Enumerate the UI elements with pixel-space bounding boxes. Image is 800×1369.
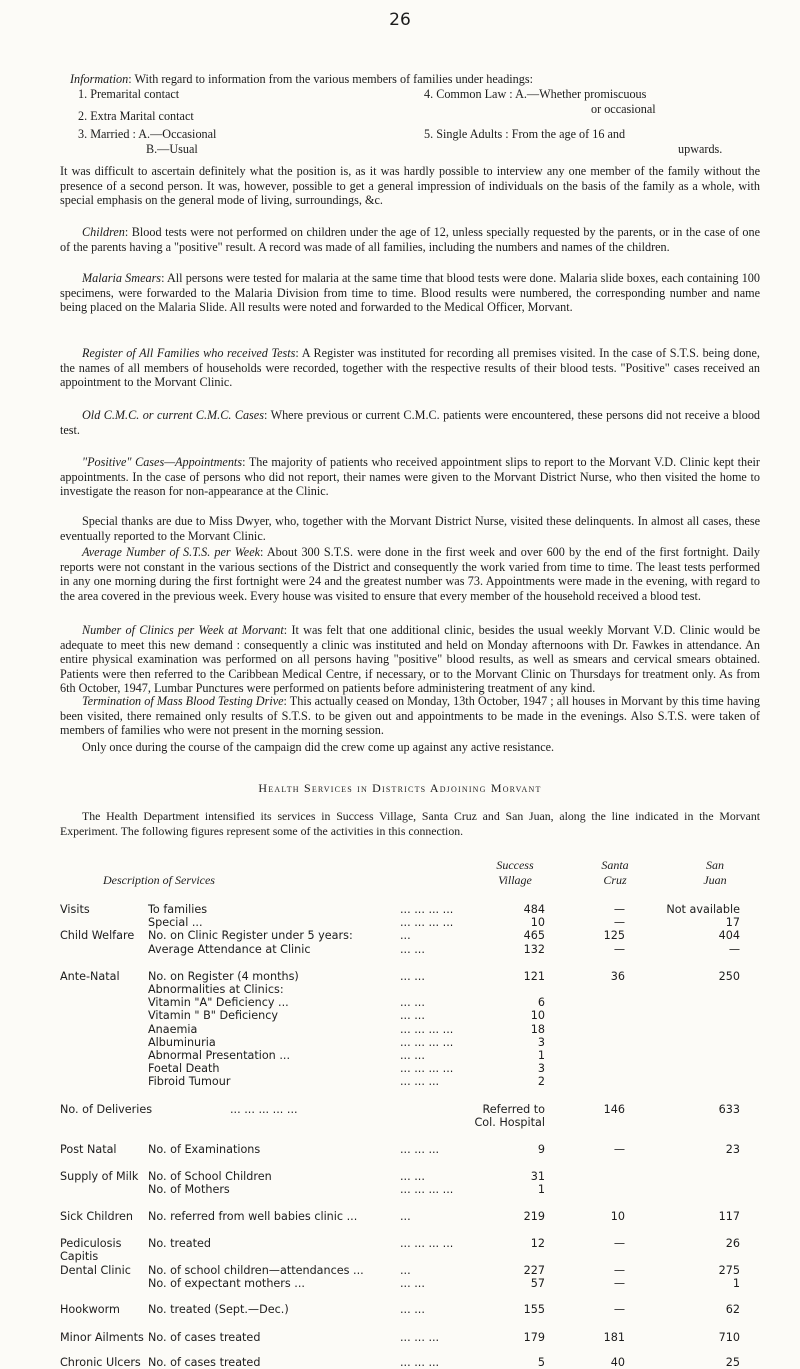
row-item-label: No. of school children—attendances ... — [148, 1264, 364, 1277]
old-cmc-label: Old C.M.C. or current C.M.C. Cases — [82, 408, 264, 422]
cell-success-village: Col. Hospital — [474, 1116, 545, 1129]
row-item-label: Abnormal Presentation ... — [148, 1049, 290, 1062]
cell-san-juan: 404 — [718, 929, 740, 942]
info-item-right: 5. Single Adults : From the age of 16 and — [424, 127, 626, 141]
cell-santa-cruz: — — [613, 1143, 625, 1156]
header-success-1: Success — [496, 858, 534, 872]
row-group-label: Ante-Natal — [60, 970, 120, 983]
paragraph-clinics — [60, 623, 760, 696]
row-item-label: No. of Mothers — [148, 1183, 230, 1196]
paragraph-resistance: Only once during the course of the campaign did the crew come up against any active resistance. — [82, 740, 555, 754]
cell-success-village: 132 — [523, 943, 545, 956]
info-item-left: B.—Usual — [146, 142, 198, 156]
information-label: Information — [70, 72, 129, 86]
cell-success-village: 10 — [530, 1009, 545, 1022]
leader-dots: ... ... — [400, 996, 425, 1009]
cell-success-village: 1 — [537, 1183, 545, 1196]
leader-dots: ... ... ... ... — [400, 1062, 454, 1075]
row-item-label: No. treated — [148, 1237, 211, 1250]
clinics-label: Number of Clinics per Week at Morvant — [82, 623, 284, 637]
cell-success-village: 484 — [523, 903, 545, 916]
leader-dots: ... — [400, 929, 411, 942]
row-group-label: Dental Clinic — [60, 1264, 131, 1277]
positive-text: : The majority of patients who received appointment slips to report to the Morvant V.D. Clinic kept their appointments. In the case of persons who did not report, their names were given to the Morvant District Nurse, who then visited the home to investigate the reason for non-appearance at the Clinic. — [60, 455, 760, 499]
leader-dots: ... — [400, 1264, 411, 1277]
children-text: : Blood tests were not performed on children under the age of 12, unless specially requested by the parents, or in the case of one of the parents having a "positive" result. A record was made of all families, including the numbers and names of the children. — [60, 225, 760, 254]
malaria-text: : All persons were tested for malaria at the same time that blood tests were done. Malaria slide boxes, each containing 100 specimens, were forwarded to the Malaria Division from time to time. Blood results were numbered, the corresponding number and name being placed on the Malaria Slide. All results were noted and forwarded to the Medical Officer, Morvant. — [60, 271, 760, 315]
leader-dots: ... ... ... — [400, 1143, 440, 1156]
header-san-2: Juan — [703, 873, 727, 887]
cell-santa-cruz: — — [613, 916, 625, 929]
info-item-left: 1. Premarital contact — [78, 87, 180, 101]
info-item-right: or occasional — [591, 102, 656, 116]
register-text: : A Register was instituted for recording all premises visited. In the case of S.T.S. being done, the names of all members of households were recorded, together with the respective results of their blood tests. "Positive" cases received an appointment to the Morvant Clinic. — [60, 346, 760, 390]
leader-dots: ... ... — [400, 1303, 425, 1316]
clinics-text: : It was felt that one additional clinic, besides the usual weekly Morvant V.D. Clinic would be adequate to meet this new demand : consequently a clinic was instituted and held on Monday afternoons with Dr. Fawkes in attendance. An entire physical examination was performed on all persons having "positive" blood results, as well as smears and cervical smears obtained. Patients were then referred to the Caribbean Medical Centre, if necessary, or to the Morvant Clinic on Thursdays for treatment only. As from 6th October, 1947, Lumbar Punctures were performed on patients before administering treatment of any kind. — [60, 623, 760, 696]
cell-san-juan: 633 — [718, 1103, 740, 1116]
paragraph-average — [60, 545, 760, 603]
cell-santa-cruz: — — [613, 943, 625, 956]
row-group-label: Supply of Milk — [60, 1170, 139, 1183]
cell-success-village: 10 — [530, 916, 545, 929]
positive-label: "Positive" Cases—Appointments — [82, 455, 243, 469]
row-group-label: Post Natal — [60, 1143, 117, 1156]
leader-dots: ... ... — [400, 1009, 425, 1022]
average-text: : About 300 S.T.S. were done in the first week and over 600 by the end of the first fortnight. Daily reports were not constant in the various sections of the District and consequently the work varied from time to time. The least tests performed in any one morning during the first fortnight were 24 and the greatest number was 73. Appointments were made in the evening, with regard to the area covered in the previous week. Every house was visited to ensure that every member of the household received a blood test. — [60, 545, 760, 603]
header-success-2: Village — [498, 873, 532, 887]
leader-dots: ... ... ... ... — [400, 916, 454, 929]
row-item-label: No. of expectant mothers ... — [148, 1277, 305, 1290]
cell-san-juan: 275 — [718, 1264, 740, 1277]
leader-dots: ... ... ... ... — [400, 903, 454, 916]
row-group-label: Sick Children — [60, 1210, 133, 1223]
row-item-label: No. on Clinic Register under 5 years: — [148, 929, 353, 942]
cell-santa-cruz: — — [613, 1277, 625, 1290]
cell-san-juan: 117 — [718, 1210, 740, 1223]
row-item-label: Vitamin "A" Deficiency ... — [148, 996, 289, 1009]
cell-san-juan: 25 — [725, 1356, 740, 1369]
row-item-label: Abnormalities at Clinics: — [148, 983, 284, 996]
leader-dots: ... ... — [400, 1170, 425, 1183]
cell-santa-cruz: 146 — [603, 1103, 625, 1116]
cell-santa-cruz: — — [613, 1264, 625, 1277]
termination-text: : This actually ceased on Monday, 13th October, 1947 ; all houses in Morvant by this time having been visited, there remained only results of S.T.S. to be given out and appointments to be made in the evenings. Also S.T.S. were taken of members of families who were not present in the morning session. — [60, 694, 760, 738]
cell-success-village: 9 — [537, 1143, 545, 1156]
row-item-label: No. of cases treated — [148, 1331, 261, 1344]
cell-success-village: 121 — [523, 970, 545, 983]
row-item-label: No. on Register (4 months) — [148, 970, 299, 983]
leader-dots: ... ... ... — [400, 1331, 440, 1344]
cell-success-village: 3 — [537, 1036, 545, 1049]
row-item-label: Special ... — [148, 916, 203, 929]
cell-success-village: 227 — [523, 1264, 545, 1277]
average-label: Average Number of S.T.S. per Week — [82, 545, 261, 559]
cell-success-village: 219 — [523, 1210, 545, 1223]
header-description: Description of Services — [103, 873, 215, 887]
row-item-label: No. of Examinations — [148, 1143, 261, 1156]
leader-dots: ... ... ... — [400, 1075, 440, 1088]
leader-dots: ... — [400, 1210, 411, 1223]
paragraph-positive-cases — [60, 455, 760, 499]
cell-santa-cruz: 40 — [610, 1356, 625, 1369]
header-santa-2: Cruz — [603, 873, 627, 887]
leader-dots: ... ... ... ... ... — [230, 1103, 298, 1116]
cell-santa-cruz: 125 — [603, 929, 625, 942]
cell-success-village: 2 — [537, 1075, 545, 1088]
cell-santa-cruz: — — [613, 1303, 625, 1316]
row-group-label: Chronic Ulcers — [60, 1356, 141, 1369]
cell-san-juan: 26 — [725, 1237, 740, 1250]
cell-san-juan: Not available — [666, 903, 740, 916]
leader-dots: ... ... ... ... — [400, 1036, 454, 1049]
termination-label: Termination of Mass Blood Testing Drive — [82, 694, 284, 708]
cell-success-village: 3 — [537, 1062, 545, 1075]
information-lead — [70, 72, 533, 87]
cell-santa-cruz: — — [613, 1237, 625, 1250]
information-lead-text: : With regard to information from the various members of families under headings: — [128, 72, 533, 86]
leader-dots: ... ... ... ... — [400, 1023, 454, 1036]
leader-dots: ... ... — [400, 1277, 425, 1290]
row-group-label: Capitis — [60, 1250, 99, 1263]
info-item-right: 4. Common Law : A.—Whether promiscuous — [424, 87, 647, 101]
cell-success-village: 31 — [530, 1170, 545, 1183]
row-item-label: Anaemia — [148, 1023, 198, 1036]
register-label: Register of All Families who received Tests — [82, 346, 296, 360]
row-item-label: Vitamin " B" Deficiency — [148, 1009, 279, 1022]
cell-san-juan: 1 — [732, 1277, 740, 1290]
cell-success-village: 179 — [523, 1331, 545, 1344]
row-item-label: No. referred from well babies clinic ... — [148, 1210, 358, 1223]
cell-success-village: Referred to — [482, 1103, 545, 1116]
paragraph-termination — [60, 694, 760, 738]
page-number: 26 — [389, 10, 411, 30]
row-item-label: Fibroid Tumour — [148, 1075, 231, 1088]
info-item-left: 3. Married : A.—Occasional — [78, 127, 217, 141]
row-item-label: No. of cases treated — [148, 1356, 261, 1369]
row-group-label: Hookworm — [60, 1303, 120, 1316]
cell-san-juan: 17 — [725, 916, 740, 929]
leader-dots: ... ... ... ... — [400, 1183, 454, 1196]
leader-dots: ... ... — [400, 1049, 425, 1062]
row-item-label: No. treated (Sept.—Dec.) — [148, 1303, 289, 1316]
row-item-label: Average Attendance at Clinic — [148, 943, 311, 956]
section-heading: Health Services in Districts Adjoining Morvant — [258, 781, 542, 795]
cell-san-juan: 250 — [718, 970, 740, 983]
paragraph-thanks: Special thanks are due to Miss Dwyer, who, together with the Morvant District Nurse, visited these delinquents. In almost all cases, these eventually reported to the Morvant Clinic. — [60, 514, 760, 543]
cell-san-juan: 23 — [725, 1143, 740, 1156]
cell-success-village: 465 — [523, 929, 545, 942]
cell-san-juan: 710 — [718, 1331, 740, 1344]
cell-success-village: 12 — [530, 1237, 545, 1250]
paragraph-old-cmc — [60, 408, 760, 437]
row-item-label: No. of School Children — [148, 1170, 272, 1183]
row-group-label: No. of Deliveries — [60, 1103, 153, 1116]
cell-success-village: 1 — [537, 1049, 545, 1062]
cell-san-juan: — — [728, 943, 740, 956]
paragraph-malaria — [60, 271, 760, 315]
leader-dots: ... ... — [400, 970, 425, 983]
cell-success-village: 6 — [537, 996, 545, 1009]
leader-dots: ... ... — [400, 943, 425, 956]
info-item-left: 2. Extra Marital contact — [78, 109, 194, 123]
cell-santa-cruz: 36 — [610, 970, 625, 983]
cell-santa-cruz: 181 — [603, 1331, 625, 1344]
section-intro: The Health Department intensified its services in Success Village, Santa Cruz and San Juan, along the line indicated in the Morvant Experiment. The following figures represent some of the activities in this connection. — [60, 809, 760, 838]
paragraph-difficulty: It was difficult to ascertain definitely what the position is, as it was hardly possible to interview any one member of the family without the presence of a second person. It was, however, possible to get a general impression of individuals on the basis of the family as a whole, with special emphasis on the general mode of living, surroundings, &c. — [60, 164, 760, 208]
children-label: Children — [82, 225, 125, 239]
paragraph-children — [60, 225, 760, 254]
old-cmc-text: : Where previous or current C.M.C. patients were encountered, these persons did not receive a blood test. — [60, 408, 761, 437]
paragraph-register — [60, 346, 760, 390]
cell-san-juan: 62 — [725, 1303, 740, 1316]
malaria-label: Malaria Smears — [82, 271, 162, 285]
cell-success-village: 57 — [530, 1277, 545, 1290]
row-item-label: Foetal Death — [148, 1062, 220, 1075]
row-group-label: Visits — [60, 903, 90, 916]
cell-santa-cruz: — — [613, 903, 625, 916]
row-item-label: Albuminuria — [148, 1036, 216, 1049]
cell-success-village: 5 — [537, 1356, 545, 1369]
row-group-label: Minor Ailments — [60, 1331, 144, 1344]
cell-success-village: 18 — [530, 1023, 545, 1036]
info-item-right: upwards. — [678, 142, 723, 156]
header-san-1: San — [706, 858, 724, 872]
header-santa-1: Santa — [601, 858, 629, 872]
row-item-label: To families — [148, 903, 208, 916]
cell-santa-cruz: 10 — [610, 1210, 625, 1223]
leader-dots: ... ... ... — [400, 1356, 440, 1369]
row-group-label: Pediculosis — [60, 1237, 122, 1250]
leader-dots: ... ... ... ... — [400, 1237, 454, 1250]
row-group-label: Child Welfare — [60, 929, 135, 942]
cell-success-village: 155 — [523, 1303, 545, 1316]
